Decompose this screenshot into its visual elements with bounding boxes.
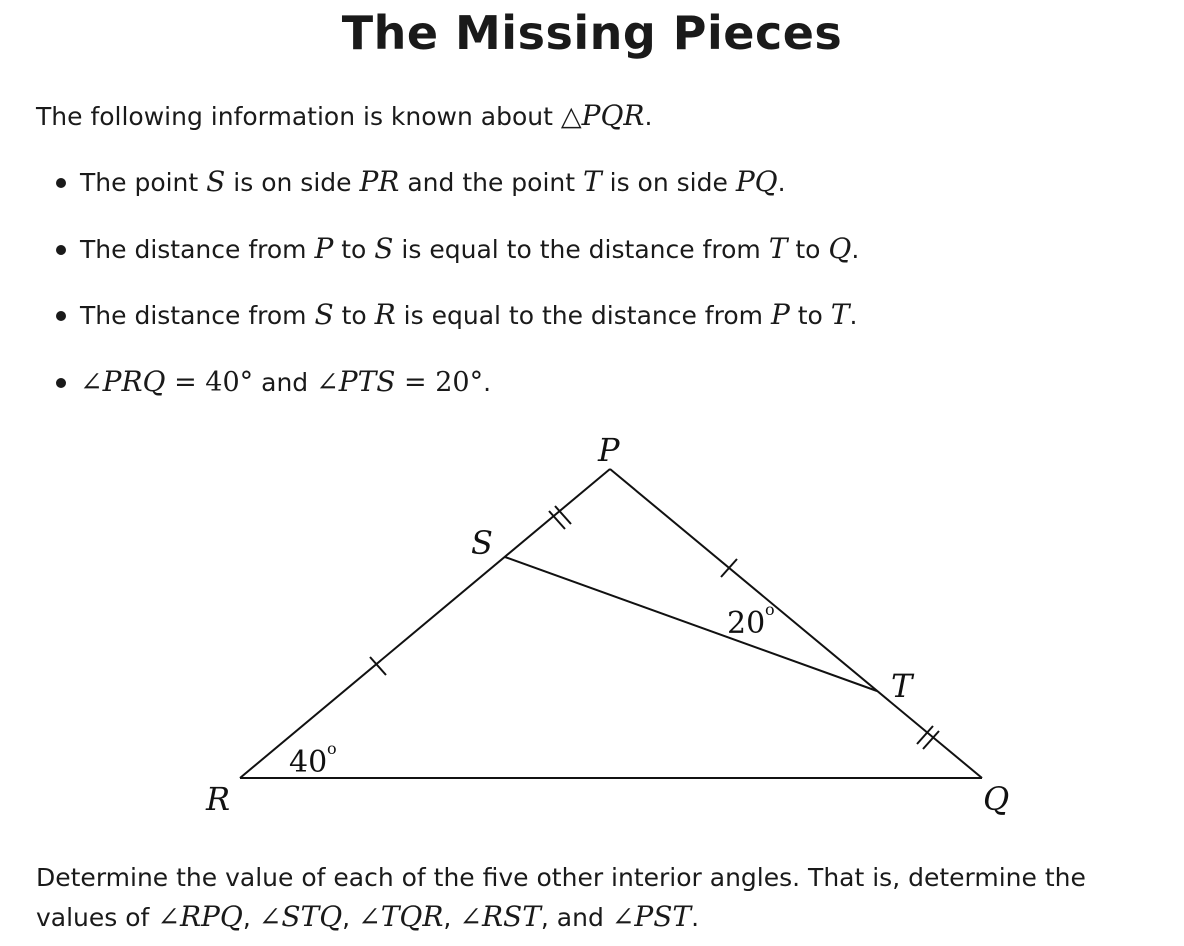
intro-prefix: The following information is known about: [36, 102, 561, 131]
question-line-2: [36, 897, 699, 938]
triangle-symbol: △: [560, 101, 582, 132]
vertex-label-Q: Q: [983, 780, 1010, 818]
tick-mark-PT: [721, 559, 737, 577]
bullet-text: .: [851, 235, 860, 264]
math-angle: PTS: [338, 365, 396, 398]
tick-mark-SR: [370, 657, 386, 675]
math-var: Q: [828, 232, 852, 265]
question-text: , and: [540, 903, 612, 932]
question-text: Determine the value of each of the five other interior angles. That is, determine the: [36, 863, 1086, 892]
math-var: PR: [359, 165, 400, 198]
math-equation: = 40°: [165, 367, 254, 398]
intro-end: .: [644, 102, 653, 131]
angle-symbol: ∠: [80, 367, 103, 398]
bullet-text: and the point: [399, 168, 583, 197]
segment-ST: [505, 557, 877, 691]
question-text: .: [691, 903, 700, 932]
angle-symbol: ∠: [316, 367, 339, 398]
triangle-name: PQR: [581, 99, 645, 132]
question-text: ,: [443, 903, 460, 932]
math-var: PQ: [735, 165, 778, 198]
bullet-text: is on side: [601, 168, 736, 197]
angle-label-R: 40: [289, 745, 328, 780]
page-title: The Missing Pieces: [341, 6, 843, 60]
side-RP: [240, 469, 610, 778]
math-var: P: [314, 232, 334, 265]
math-var: S: [374, 232, 394, 265]
math-angle: TQR: [380, 900, 444, 933]
math-var: R: [374, 298, 396, 331]
degree-mark-R: o: [327, 739, 337, 758]
side-PQ: [610, 469, 982, 778]
angle-symbol: ∠: [358, 902, 381, 933]
math-angle: RST: [481, 900, 541, 933]
vertex-label-S: S: [471, 524, 493, 562]
vertex-label-P: P: [598, 431, 620, 469]
degree-mark-T: o: [765, 600, 775, 619]
angle-symbol: ∠: [459, 902, 482, 933]
math-var: S: [314, 298, 334, 331]
vertex-label-R: R: [206, 780, 231, 818]
bullet-text: to: [333, 235, 375, 264]
bullet-text: .: [849, 301, 858, 330]
math-angle: RPQ: [179, 900, 243, 933]
math-angle: PRQ: [102, 365, 166, 398]
angle-symbol: ∠: [258, 902, 282, 933]
math-equation: = 20°: [395, 367, 484, 398]
bullet-text: and: [253, 368, 317, 397]
bullet-text: The point: [80, 168, 207, 197]
vertex-label-T: T: [891, 667, 913, 705]
angle-symbol: ∠: [157, 902, 180, 933]
angle-label-T: 20: [727, 606, 766, 641]
math-var: T: [768, 232, 788, 265]
bullet-text: .: [483, 368, 492, 397]
question-text: values of: [36, 903, 158, 932]
bullet-text: is on side: [225, 168, 360, 197]
math-angle: STQ: [281, 900, 343, 933]
bullet-text: The distance from: [80, 235, 315, 264]
question-text: ,: [242, 903, 259, 932]
bullet-text: to: [333, 301, 375, 330]
bullet-text: to: [787, 235, 829, 264]
question-line-1: [36, 858, 1086, 898]
math-var: P: [770, 298, 790, 331]
math-var: T: [583, 165, 602, 198]
question-text: ,: [342, 903, 359, 932]
math-var: S: [206, 165, 226, 198]
bullet-text: is equal to the distance from: [395, 301, 771, 330]
bullet-text: .: [777, 168, 786, 197]
math-angle: PST: [634, 900, 692, 933]
bullet-text: The distance from: [80, 301, 315, 330]
angle-symbol: ∠: [611, 902, 635, 933]
math-var: T: [830, 298, 850, 331]
bullet-text: to: [789, 301, 831, 330]
bullet-text: is equal to the distance from: [393, 235, 769, 264]
